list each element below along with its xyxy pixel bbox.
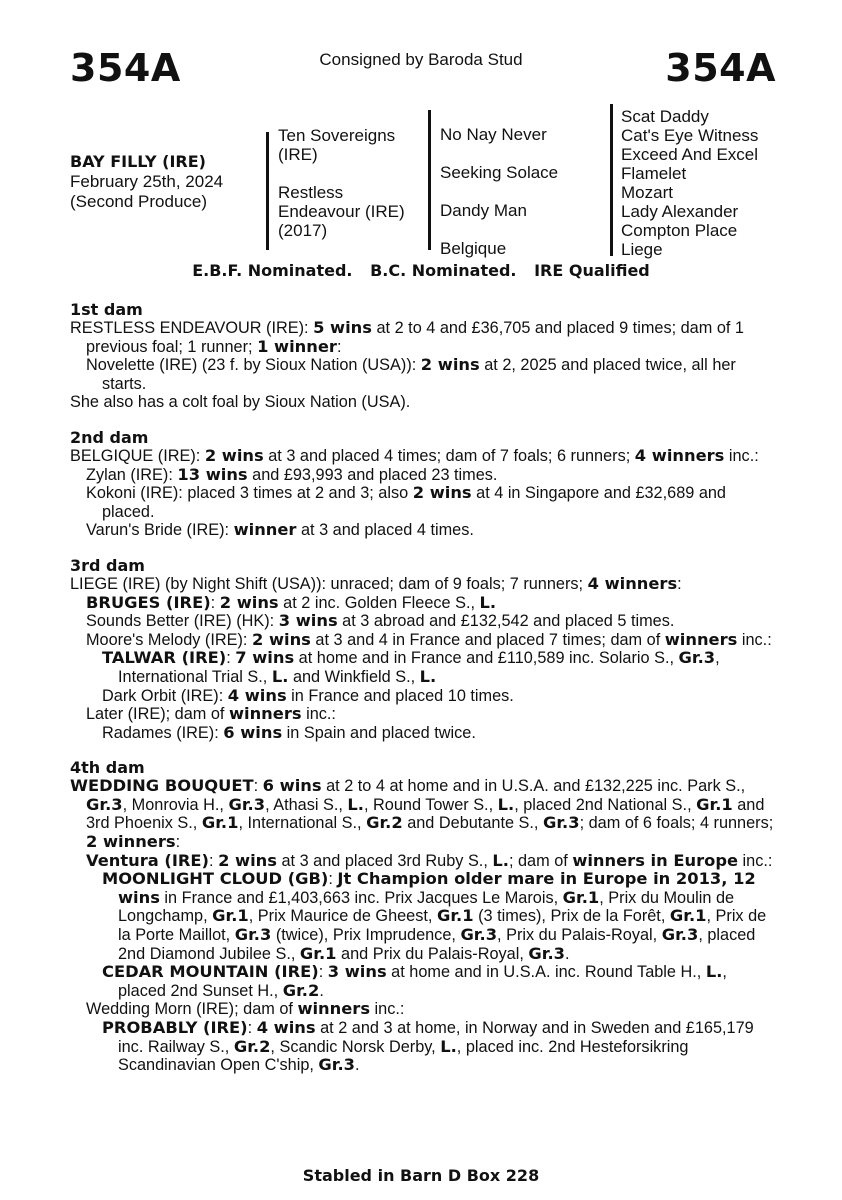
bold-text: L. — [419, 666, 437, 686]
text-run: inc.: — [737, 630, 772, 649]
text-run: : — [226, 649, 236, 668]
bold-text: L. — [347, 794, 364, 814]
bold-text: 2 wins — [204, 445, 264, 465]
bold-text: Gr.3 — [460, 925, 498, 945]
text-run: , placed 2nd Diamond Jubilee S., — [118, 926, 756, 963]
text-run: : — [677, 574, 682, 593]
great-grandparent-8: Liege — [621, 240, 663, 259]
text-run: Novelette (IRE) (23 f. by Sioux Nation (USA)): — [86, 356, 421, 375]
bold-text: L. — [705, 962, 723, 982]
bold-text: 5 wins — [313, 318, 372, 337]
bold-text: Gr.1 — [562, 887, 600, 907]
text-run: in France and placed 10 times. — [286, 686, 514, 705]
lot-number-left: 354A — [70, 46, 181, 90]
text-run: : — [328, 870, 338, 889]
text-run: inc.: — [738, 851, 773, 870]
dam-line-1: Restless — [278, 183, 344, 202]
pedigree-bracket-2 — [428, 110, 431, 250]
text-run: , Prix Maurice de Gheest, — [248, 907, 437, 926]
pedigree-details — [70, 300, 778, 1075]
great-grandparent-1: Scat Daddy — [621, 107, 709, 126]
dam-line-2: Endeavour (IRE) — [278, 202, 405, 221]
text-run: in Spain and placed twice. — [282, 723, 476, 742]
section-title: 2nd dam — [70, 427, 149, 447]
grandparent-2: Seeking Solace — [440, 163, 559, 182]
ebf-nomination: E.B.F. Nominated. — [192, 261, 353, 280]
bold-text: WEDDING BOUQUET — [70, 776, 254, 796]
pedigree-entry — [102, 724, 778, 743]
text-run: . — [564, 944, 570, 963]
sire-line-1: Ten Sovereigns — [278, 126, 396, 145]
pedigree-gap — [278, 164, 405, 183]
consigner-line: Consigned by Baroda Stud — [319, 50, 523, 69]
bold-text: BRUGES (IRE) — [86, 592, 211, 612]
grandparent-1: No Nay Never — [440, 125, 547, 144]
text-run: Later (IRE); dam of — [86, 705, 229, 724]
text-run: : — [209, 851, 219, 870]
text-run: inc.: — [724, 446, 759, 465]
great-grandparent-6: Lady Alexander — [621, 202, 739, 221]
text-run: BELGIQUE (IRE): — [70, 446, 205, 465]
text-run: at 3 and placed 4 times; dam of 7 foals; 6 runners; — [263, 446, 635, 465]
pedigree-entry — [86, 705, 778, 724]
bold-text: Gr.2 — [282, 980, 320, 1000]
bold-text: Gr.2 — [366, 813, 403, 833]
great-grandparent-4: Flamelet — [621, 164, 687, 183]
text-run: : — [210, 593, 220, 612]
sire-dam-column — [278, 126, 405, 240]
bold-text: 2 winners — [86, 832, 176, 852]
bold-text: Gr.3 — [528, 943, 565, 963]
pedigree-entry — [102, 870, 778, 963]
bold-text: winners — [664, 629, 738, 649]
text-run: , placed 2nd Sunset H., — [118, 963, 727, 1000]
text-run: : — [175, 833, 181, 852]
bold-text: 2 wins — [412, 483, 472, 503]
text-run: Wedding Morn (IRE); dam of — [86, 1000, 298, 1019]
text-run: at 2 inc. Golden Fleece S., — [278, 593, 480, 612]
bold-text: Gr.3 — [86, 794, 123, 814]
pedigree-entry — [86, 594, 778, 613]
bold-text: Gr.1 — [436, 906, 474, 926]
text-run: , Prix du Palais-Royal, — [497, 926, 662, 945]
text-run: at 3 and 4 in France and placed 7 times; dam of — [310, 630, 665, 649]
bold-text: winner — [233, 520, 297, 540]
great-grandparents-column — [621, 107, 758, 259]
pedigree-entry — [86, 852, 778, 871]
text-run: . — [319, 981, 324, 1000]
text-run: LIEGE (IRE) (by Night Shift (USA)): unraced; dam of 9 foals; 7 runners; — [70, 574, 588, 593]
bold-text: MOONLIGHT CLOUD (GB) — [102, 869, 329, 889]
text-run: : — [336, 337, 342, 356]
dam-line-3: (2017) — [278, 221, 328, 240]
bold-text: 4 wins — [227, 685, 287, 705]
bold-text: 3 wins — [327, 962, 387, 982]
bold-text: 4 winners — [634, 445, 725, 465]
text-run: at 2, 2025 and placed twice, all her starts. — [102, 356, 736, 393]
text-run: at home and in U.S.A. inc. Round Table H., — [386, 963, 706, 982]
pedigree-bracket-1 — [266, 132, 269, 250]
text-run: and £93,993 and placed 23 times. — [247, 465, 498, 484]
bold-text: Ventura (IRE) — [86, 850, 209, 870]
text-run: at 4 in Singapore and £32,689 and placed. — [102, 484, 726, 521]
bold-text: Gr.2 — [233, 1036, 271, 1056]
bold-text: PROBABLY (IRE) — [102, 1018, 248, 1037]
lot-number-right: 354A — [665, 46, 776, 90]
bold-text: Gr.1 — [696, 794, 733, 814]
pedigree-entry — [86, 356, 778, 393]
great-grandparent-2: Cat's Eye Witness — [621, 126, 759, 145]
pedigree-bracket-3 — [610, 104, 613, 256]
pedigree-entry — [70, 319, 778, 356]
bold-text: L. — [492, 850, 509, 870]
text-run: Kokoni (IRE): placed 3 times at 2 and 3; also — [86, 484, 413, 503]
bold-text: Gr.3 — [318, 1055, 356, 1075]
text-run: Zylan (IRE): — [86, 465, 178, 484]
great-grandparent-7: Compton Place — [621, 221, 738, 240]
section-title: 3rd dam — [70, 555, 145, 575]
grandparent-4: Belgique — [440, 239, 507, 258]
bold-text: 3 wins — [278, 611, 338, 631]
text-run: at 2 to 4 at home and in U.S.A. and £132,225 inc. Park S., — [321, 777, 746, 796]
text-run: at 3 abroad and £132,542 and placed 5 times. — [337, 612, 675, 631]
bold-text: Gr.1 — [201, 813, 239, 833]
bold-text: Gr.1 — [299, 943, 337, 963]
bold-text: Gr.3 — [228, 794, 266, 814]
text-run: at 2 and 3 at home, in Norway and in Sweden and £165,179 inc. Railway S., — [118, 1019, 754, 1056]
text-run: , placed 2nd National S., — [514, 795, 697, 814]
text-run: at 3 and placed 3rd Ruby S., — [276, 851, 493, 870]
bold-text: 13 wins — [177, 464, 248, 484]
text-run: at 3 and placed 4 times. — [296, 521, 474, 540]
text-run: , International Trial S., — [118, 649, 720, 686]
text-run: , Prix de la Porte Maillot, — [118, 907, 767, 945]
bold-text: 2 wins — [420, 355, 480, 375]
bold-text: TALWAR (IRE) — [102, 648, 227, 668]
produce-note: (Second Produce) — [70, 192, 208, 211]
pedigree-entry — [102, 963, 778, 1000]
pedigree-entry — [70, 447, 778, 466]
section-title: 4th dam — [70, 758, 145, 778]
great-grandparent-5: Mozart — [621, 183, 673, 202]
text-run: . — [355, 1056, 360, 1075]
bold-text: Jt Champion older mare in Europe in 2013, 12 wins — [118, 869, 756, 907]
bold-text: winners — [297, 999, 371, 1019]
text-run: , Round Tower S., — [363, 795, 498, 814]
pedigree-entry — [102, 1019, 778, 1075]
bold-text: Gr.3 — [542, 813, 580, 833]
pedigree-entry — [86, 521, 778, 540]
text-run: in France and £1,403,663 inc. Prix Jacques Le Marois, — [159, 888, 563, 907]
bold-text: Gr.3 — [661, 925, 699, 945]
bold-text: 1 winner — [257, 336, 337, 356]
great-grandparent-3: Exceed And Excel — [621, 145, 759, 164]
nomination-line — [0, 261, 842, 280]
text-run: and Debutante S., — [402, 814, 543, 833]
bold-text: winners — [228, 704, 302, 724]
pedigree-entry — [70, 393, 778, 412]
pedigree-entry — [86, 631, 778, 650]
pedigree-entry — [70, 777, 778, 851]
text-run: (3 times), Prix de la Forêt, — [473, 907, 670, 926]
text-run: and Winkfield S., — [288, 667, 420, 686]
bold-text: 4 winners — [587, 573, 678, 593]
bold-text: Gr.3 — [234, 925, 272, 945]
bold-text: winners in Europe — [572, 850, 739, 870]
bold-text: 6 wins — [223, 722, 283, 742]
bold-text: Gr.3 — [678, 648, 716, 668]
bc-nomination: B.C. Nominated. — [370, 261, 517, 280]
bold-text: 7 wins — [235, 648, 295, 668]
text-run: Radames (IRE): — [102, 723, 224, 742]
text-run: and Prix du Palais-Royal, — [336, 944, 529, 963]
text-run: Varun's Bride (IRE): — [86, 521, 234, 540]
text-run: (twice), Prix Imprudence, — [271, 926, 461, 945]
text-run: : — [318, 963, 328, 982]
text-run: Dark Orbit (IRE): — [102, 686, 228, 705]
text-run: : — [253, 777, 263, 796]
pedigree-entry — [102, 649, 778, 686]
bold-text: 2 wins — [251, 629, 311, 649]
text-run: at home and in France and £110,589 inc. Solario S., — [294, 649, 679, 668]
grandparents-column — [440, 116, 558, 268]
text-run: inc.: — [301, 705, 336, 724]
pedigree-entry — [86, 484, 778, 521]
bold-text: 2 wins — [218, 850, 277, 870]
pedigree-entry — [86, 466, 778, 485]
section-title: 1st dam — [70, 300, 143, 319]
sire-line-2: (IRE) — [278, 145, 318, 164]
bold-text: L. — [497, 794, 515, 814]
grandparent-3: Dandy Man — [440, 201, 527, 220]
text-run: Moore's Melody (IRE): — [86, 630, 252, 649]
horse-name: BAY FILLY (IRE) — [70, 152, 206, 171]
text-run: , Athasi S., — [265, 795, 348, 814]
text-run: , placed inc. 2nd Hesteforsikring Scandinavian Open C'ship, — [118, 1037, 689, 1075]
text-run: ; dam of 6 foals; 4 runners; — [579, 814, 774, 833]
bold-text: 6 wins — [262, 776, 322, 796]
foaling-date: February 25th, 2024 — [70, 172, 224, 191]
text-run: She also has a colt foal by Sioux Nation (USA). — [70, 393, 411, 412]
bold-text: L. — [479, 592, 497, 612]
text-run: , Monrovia H., — [122, 795, 229, 814]
text-run: ; dam of — [508, 851, 573, 870]
text-run: inc.: — [370, 1000, 405, 1019]
bold-text: CEDAR MOUNTAIN (IRE) — [102, 962, 319, 982]
bold-text: 4 wins — [256, 1018, 316, 1037]
text-run: , International S., — [238, 814, 367, 833]
text-run: : — [247, 1019, 257, 1037]
pedigree-entry — [86, 612, 778, 631]
text-run: Sounds Better (IRE) (HK): — [86, 612, 279, 631]
pedigree-entry — [86, 1000, 778, 1019]
bold-text: L. — [440, 1036, 457, 1056]
text-run: , Scandic Norsk Derby, — [270, 1037, 441, 1056]
bold-text: Gr.1 — [212, 906, 249, 926]
text-run: , Prix du Moulin de Longchamp, — [118, 888, 735, 926]
pedigree-entry — [102, 687, 778, 706]
stabling-info: Stabled in Barn D Box 228 — [302, 1166, 540, 1185]
text-run: and 3rd Phoenix S., — [86, 795, 765, 833]
bold-text: Gr.1 — [669, 906, 707, 926]
horse-info — [70, 152, 223, 212]
pedigree-entry — [70, 575, 778, 594]
ire-qualified: IRE Qualified — [534, 261, 650, 280]
text-run: RESTLESS ENDEAVOUR (IRE): — [70, 319, 314, 337]
bold-text: 2 wins — [219, 592, 279, 612]
text-run: at 2 to 4 and £36,705 and placed 9 times; dam of 1 previous foal; 1 runner; — [86, 319, 744, 356]
bold-text: L. — [271, 666, 289, 686]
